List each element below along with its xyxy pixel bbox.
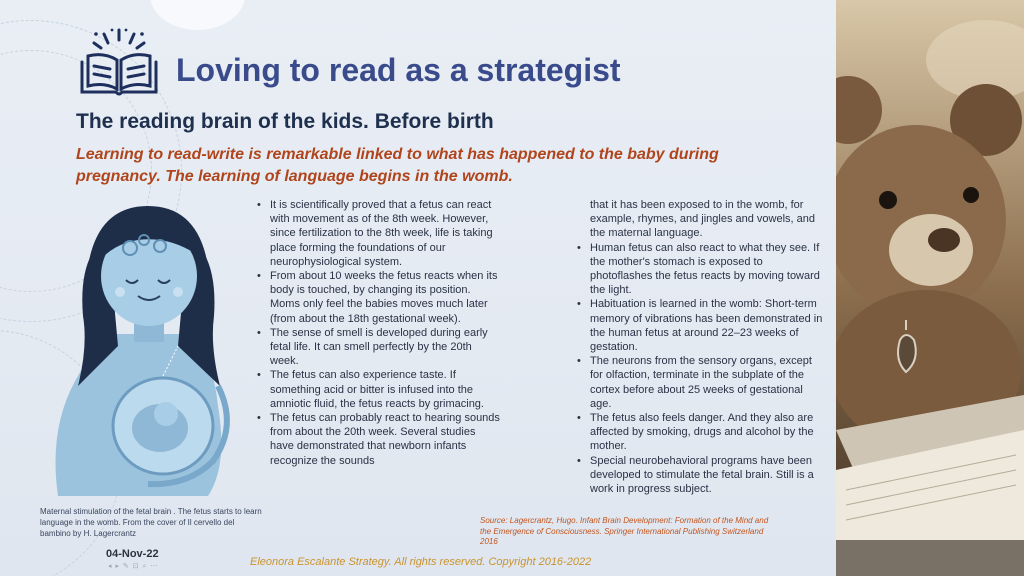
bullet-list [256,198,500,468]
open-book-icon [76,26,162,98]
bullet-item: • The neurons from the sensory organs, except for olfaction, terminate in the subplate of the cortex before about 25 weeks of gestational age. [576,354,826,411]
bullet-item: • Habituation is learned in the womb: Short-term memory of vibrations has been demonstrated in the human fetus at around 22–23 weeks of gestation. [576,297,826,354]
text-column-right [576,198,826,496]
footer-copyright: Eleonora Escalante Strategy. All rights reserved. Copyright 2016-2022 [250,556,592,568]
bullet-item: that it has been exposed to in the womb, for example, rhymes, and jingles and vowels, and the maternal language. [590,199,816,240]
slide-title: Loving to read as a strategist [176,52,621,88]
text-column-left [256,198,500,468]
slide-date: 04-Nov-22 [106,548,159,560]
bullet-item: • The fetus also feels danger. And they also are affected by smoking, drugs and alcohol by the mother. [576,411,826,454]
bullet-item: • From about 10 weeks the fetus reacts when its body is touched, by changing its position. Moms only feel the babies moves much later (from about the 18th gestational week). [256,269,500,326]
figure-caption: Maternal stimulation of the fetal brain . The fetus starts to learn language in the womb. From the cover of Il cervello del bambino by H. Lagercrantz [40,507,262,538]
bullet-item: • Special neurobehavioral programs have been developed to stimulate the fetal brain. Still is a work in progress subject. [576,454,826,497]
decorative-blob [150,0,245,30]
slide-subtitle: The reading brain of the kids. Before birth [76,110,494,133]
intro-text: Learning to read-write is remarkable linked to what has happened to the baby during pregnancy. The learning of language begins in the womb. [76,146,719,185]
presentation-toolbar[interactable]: ◂ ▸ ✎ ⊡ ⌕ ⋯ [108,563,159,570]
teddy-bear-photo [836,0,1024,576]
mother-fetus-illustration [38,196,260,506]
bullet-item: • Human fetus can also react to what they see. If the mother's stomach is exposed to photoflashes the fetus reacts by moving toward the light. [576,241,826,298]
bullet-item: • The fetus can also experience taste. If something acid or bitter is infused into the amniotic fluid, the fetus reacts by grimacing. [256,368,500,411]
bullet-item: • The fetus can probably react to hearing sounds from about the 20th week. Several studies have demonstrated that newborn infants recognize the sounds [256,411,500,468]
source-citation: Source: Lagercrantz, Hugo. Infant Brain Development: Formation of the Mind and the Emergence of Consciousness. Springer International Publishing Switzerland 2016 [480,516,769,546]
bullet-list [576,198,826,496]
bullet-item: • The sense of smell is developed during early fetal life. It can smell perfectly by the 20th week. [256,326,500,369]
bullet-item: • It is scientifically proved that a fetus can react with movement as of the 8th week. However, since fertilization to the 8th week, life is taking place forming the foundations of our neurophysiological system. [256,198,500,269]
